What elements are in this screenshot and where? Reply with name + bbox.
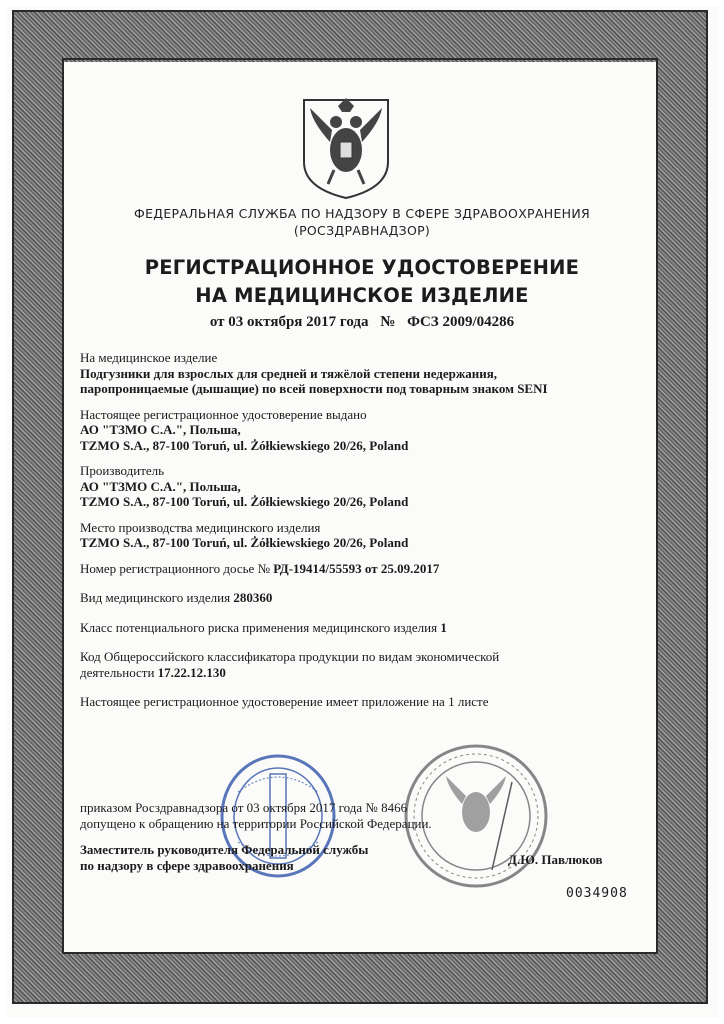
device-name-line-2: паропроницаемые (дышащие) по всей поверхности под товарным знаком SENI bbox=[80, 381, 548, 396]
device-type-label: Вид медицинского изделия bbox=[80, 590, 234, 605]
device-label: На медицинское изделие bbox=[80, 350, 218, 365]
issued-to-line-1: АО "ТЗМО С.А.", Польша, bbox=[80, 422, 241, 437]
agency-short-name: (РОСЗДРАВНАДЗОР) bbox=[293, 223, 431, 238]
certificate-body bbox=[80, 350, 640, 720]
manufacturer-line-1: АО "ТЗМО С.А.", Польша, bbox=[80, 478, 241, 494]
order-line-2: допущено к обращению на территории Российской Федерации. bbox=[80, 815, 432, 831]
signer-title-line-2: по надзору в сфере здравоохранения bbox=[80, 857, 294, 873]
signer-name: Д.Ю. Павлюков bbox=[508, 852, 603, 867]
production-site-label: Место производства медицинского изделия bbox=[80, 519, 321, 535]
manufacturer-block bbox=[80, 463, 640, 510]
dossier-label: Номер регистрационного досье № bbox=[80, 560, 274, 576]
registration-date: от 03 октября 2017 года bbox=[209, 314, 369, 330]
manufacturer-label: Производитель bbox=[80, 463, 165, 478]
okp-code-label-cont: деятельности bbox=[80, 664, 158, 680]
device-name-line-1: Подгузники для взрослых для средней и тяжёлой степени недержания, bbox=[80, 365, 498, 381]
agency-header bbox=[80, 205, 644, 239]
issued-to-block bbox=[80, 407, 640, 454]
agency-name: ФЕДЕРАЛЬНАЯ СЛУЖБА ПО НАДЗОРУ В СФЕРЕ ЗДРАВООХРАНЕНИЯ bbox=[134, 206, 590, 221]
manufacturer-line-2: TZMO S.A., 87-100 Toruń, ul. Żółkiewskiego 20/26, Poland bbox=[80, 494, 409, 509]
device-type-block bbox=[80, 590, 640, 606]
production-site-block bbox=[80, 520, 640, 551]
issued-to-line-2: TZMO S.A., 87-100 Toruń, ul. Żółkiewskiego 20/26, Poland bbox=[80, 437, 409, 453]
okp-code-block bbox=[80, 649, 640, 680]
signer-title-line-1: Заместитель руководителя Федеральной службы bbox=[80, 842, 369, 857]
risk-class-value: 1 bbox=[440, 619, 447, 635]
okp-code-value: 17.22.12.130 bbox=[157, 664, 226, 680]
risk-class-block bbox=[80, 620, 640, 636]
device-type-code: 280360 bbox=[233, 590, 273, 605]
production-site-address: TZMO S.A., 87-100 Toruń, ul. Żółkiewskiego 20/26, Poland bbox=[80, 535, 409, 550]
dossier-block bbox=[80, 561, 640, 577]
registration-number: ФСЗ 2009/04286 bbox=[407, 314, 515, 330]
title-line-2: НА МЕДИЦИНСКОЕ ИЗДЕЛИЕ bbox=[195, 284, 529, 307]
document-title bbox=[80, 254, 644, 310]
form-serial-number: 0034908 bbox=[566, 886, 628, 901]
order-line-1: приказом Росздравнадзора от 03 октября 2017 года № 8466 bbox=[80, 800, 408, 815]
double-headed-eagle-emblem-icon bbox=[298, 92, 394, 202]
number-sign: № bbox=[380, 314, 396, 330]
dossier-number: РД-19414/55593 от 25.09.2017 bbox=[273, 560, 440, 576]
title-line-1: РЕГИСТРАЦИОННОЕ УДОСТОВЕРЕНИЕ bbox=[144, 256, 580, 279]
risk-class-label: Класс потенциального риска применения медицинского изделия bbox=[80, 619, 441, 635]
appendix-note: Настоящее регистрационное удостоверение имеет приложение на 1 листе bbox=[80, 694, 489, 709]
registration-dateline bbox=[80, 314, 644, 331]
device-block bbox=[80, 350, 640, 397]
order-block bbox=[80, 800, 640, 831]
issued-to-label: Настоящее регистрационное удостоверение выдано bbox=[80, 406, 367, 422]
okp-code-label: Код Общероссийского классификатора продукции по видам экономической bbox=[80, 649, 500, 664]
